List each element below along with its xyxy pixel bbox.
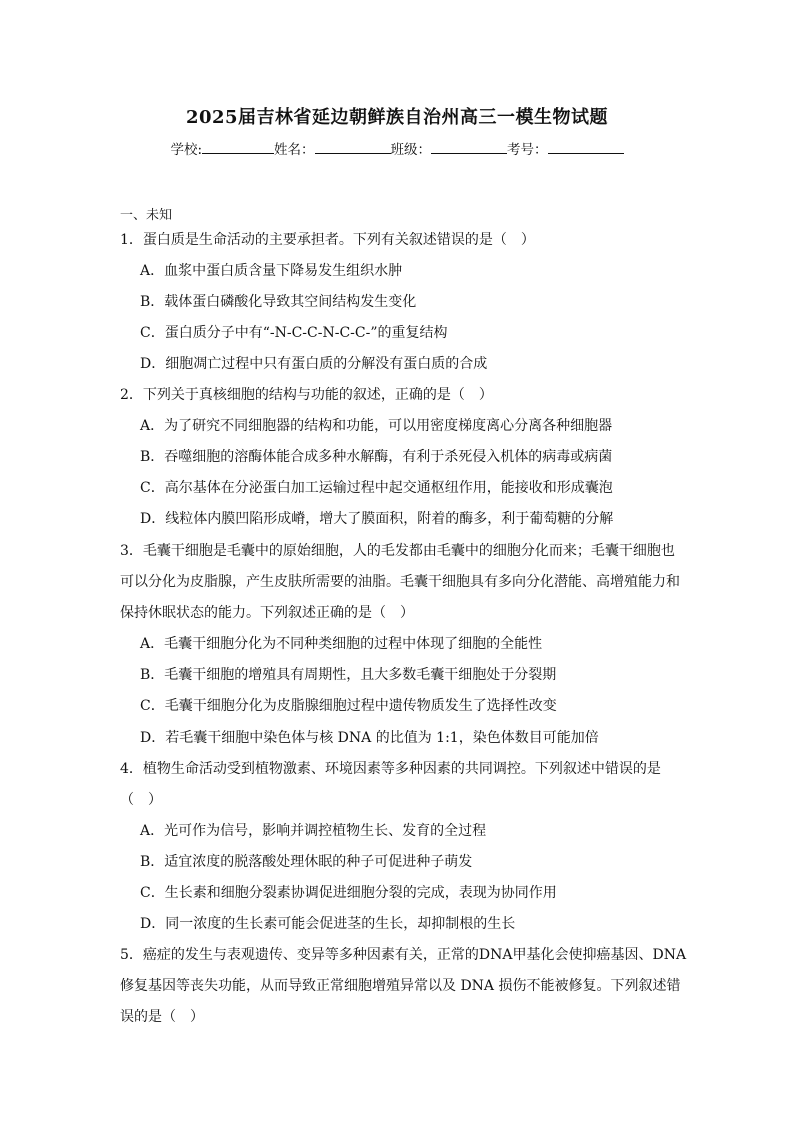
section-heading: 一、未知 [120,208,173,223]
question-3-stem-line-2: 可以分化为皮脂腺，产生皮肤所需要的油脂。毛囊干细胞具有多向分化潜能、高增殖能力和 [120,574,680,590]
question-3-option-c: C．毛囊干细胞分化为皮脂腺细胞过程中遗传物质发生了选择性改变 [140,698,557,714]
question-3-option-b: B．毛囊干细胞的增殖具有周期性，且大多数毛囊干细胞处于分裂期 [140,667,557,683]
question-3-option-d: D．若毛囊干细胞中染色体与核 DNA 的比值为 1:1，染色体数目可能加倍 [140,730,599,746]
question-2-stem: 2．下列关于真核细胞的结构与功能的叙述，正确的是（ ） [120,387,493,403]
school-blank[interactable] [202,138,274,154]
question-2-option-c: C．高尔基体在分泌蛋白加工运输过程中起交通枢纽作用，能接收和形成囊泡 [140,480,613,496]
question-4-option-b: B．适宜浓度的脱落酸处理休眠的种子可促进种子萌发 [140,854,473,870]
name-label: 姓名： [274,142,315,158]
class-label: 班级： [390,142,432,158]
question-5-stem-line-1: 5．癌症的发生与表观遗传、变异等多种因素有关，正常的DNA甲基化会使抑癌基因、DNA [120,947,687,963]
question-4-stem-line-2: （ ） [120,792,162,808]
question-2-option-b: B．吞噬细胞的溶酶体能合成多种水解酶，有利于杀死侵入机体的病毒或病菌 [140,449,613,465]
class-blank[interactable] [431,138,507,154]
student-info-line [0,138,794,158]
question-3-stem-line-1: 3．毛囊干细胞是毛囊中的原始细胞，人的毛发都由毛囊中的细胞分化而来；毛囊干细胞也 [120,543,675,559]
question-2-option-a: A．为了研究不同细胞器的结构和功能，可以用密度梯度离心分离各种细胞器 [140,418,613,434]
question-5-stem-line-2: 修复基因等丧失功能，从而导致正常细胞增殖异常以及 DNA 损伤不能被修复。下列叙述错 [120,978,681,994]
school-label: 学校: [170,142,203,158]
name-blank[interactable] [315,138,391,154]
question-1-stem: 1．蛋白质是生命活动的主要承担者。下列有关叙述错误的是（ ） [120,232,535,248]
question-3-option-a: A．毛囊干细胞分化为不同种类细胞的过程中体现了细胞的全能性 [140,636,543,652]
question-1-option-d: D．细胞凋亡过程中只有蛋白质的分解没有蛋白质的合成 [140,356,488,372]
question-5-stem-line-3: 误的是（ ） [120,1009,204,1025]
question-4-option-d: D．同一浓度的生长素可能会促进茎的生长，却抑制根的生长 [140,916,516,932]
question-3-stem-line-3: 保持休眠状态的能力。下列叙述正确的是（ ） [120,605,414,621]
question-1-option-c: C．蛋白质分子中有“-N-C-C-N-C-C-”的重复结构 [140,325,448,341]
question-1-option-b: B．载体蛋白磷酸化导致其空间结构发生变化 [140,294,417,310]
exam-number-blank[interactable] [548,138,624,154]
page-title: 2025届吉林省延边朝鲜族自治州高三一模生物试题 [185,107,609,128]
question-4-option-a: A．光可作为信号，影响并调控植物生长、发育的全过程 [140,823,487,839]
exam-number-label: 考号： [507,142,548,158]
question-1-option-a: A．血浆中蛋白质含量下降易发生组织水肿 [140,263,403,279]
question-4-option-c: C．生长素和细胞分裂素协调促进细胞分裂的完成，表现为协同作用 [140,885,557,901]
question-4-stem-line-1: 4．植物生命活动受到植物激素、环境因素等多种因素的共同调控。下列叙述中错误的是 [120,761,661,777]
question-2-option-d: D．线粒体内膜凹陷形成嵴，增大了膜面积，附着的酶多，利于葡萄糖的分解 [140,511,614,527]
